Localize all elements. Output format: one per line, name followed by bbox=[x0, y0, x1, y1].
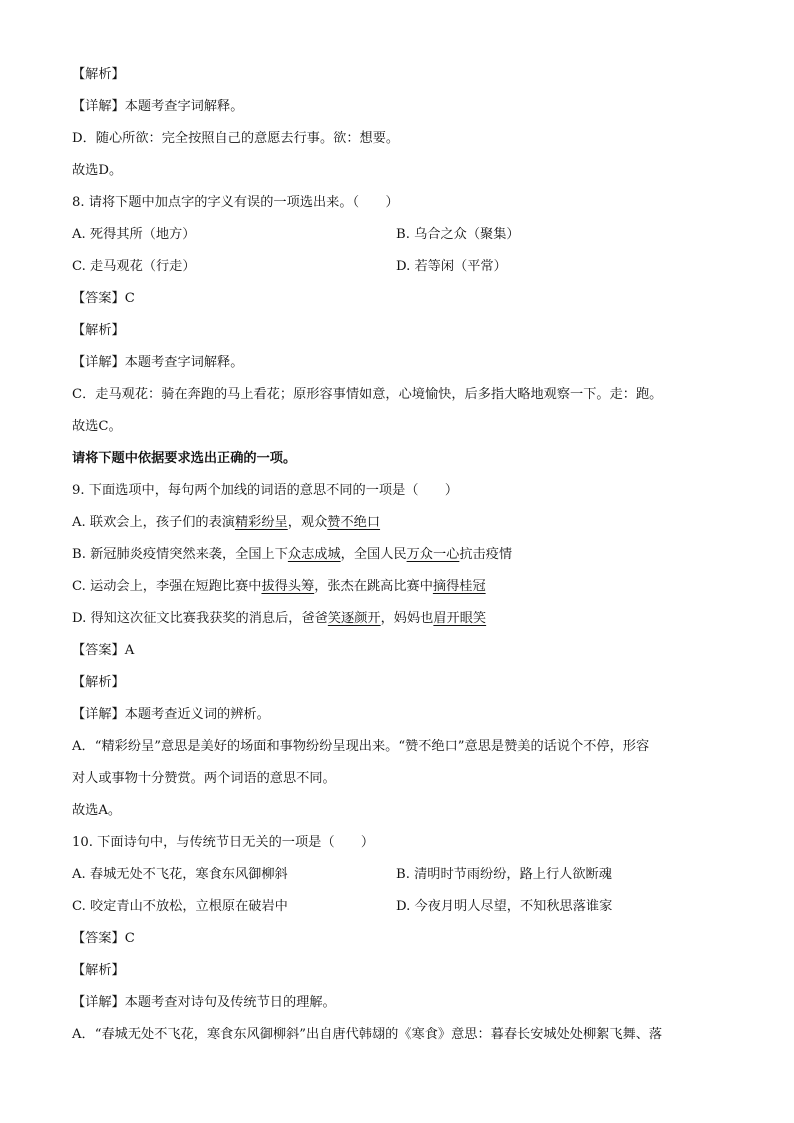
question-9-answer: 【答案】A bbox=[72, 643, 135, 658]
question-10-option-b: B. 清明时节雨纷纷，路上行人欲断魂 bbox=[396, 867, 612, 882]
question-8-option-c: C. 走马观花（行走） bbox=[72, 259, 196, 274]
underlined-phrase: 众志成城 bbox=[287, 547, 341, 562]
question-8-answer: 【答案】C bbox=[72, 291, 135, 306]
question-10-stem: 10. 下面诗句中，与传统节日无关的一项是（ ） bbox=[72, 835, 375, 850]
option-text: ，观众 bbox=[287, 515, 328, 530]
analysis-label: 【解析】 bbox=[72, 67, 125, 82]
option-text: ，妈妈也 bbox=[380, 611, 434, 626]
option-text: 抗击疫情 bbox=[459, 547, 513, 562]
underlined-phrase: 万众一心 bbox=[406, 547, 460, 562]
explanation-text: C．走马观花：骑在奔跑的马上看花；原形容事情如意，心境愉快，后多指大略地观察一下。走：跑。 bbox=[72, 387, 663, 402]
question-8-option-b: B. 乌合之众（聚集） bbox=[396, 227, 520, 242]
underlined-phrase: 赞不绝口 bbox=[327, 515, 381, 530]
underlined-phrase: 拔得头筹 bbox=[261, 579, 315, 594]
question-10-option-a: A. 春城无处不飞花，寒食东风御柳斜 bbox=[72, 867, 288, 882]
explanation-text: 对人或事物十分赞赏。两个词语的意思不同。 bbox=[72, 771, 336, 786]
question-9-option-c bbox=[72, 578, 486, 596]
question-8-option-d: D. 若等闲（平常） bbox=[396, 259, 507, 274]
explanation-text: D．随心所欲：完全按照自己的意愿去行事。欲：想要。 bbox=[72, 131, 400, 146]
option-text: D. 得知这次征文比赛我获奖的消息后，爸爸 bbox=[72, 611, 328, 626]
choice-text: 故选A。 bbox=[72, 803, 122, 818]
detail-text: 【详解】本题考查对诗句及传统节日的理解。 bbox=[72, 995, 336, 1010]
question-10-option-d: D. 今夜月明人尽望，不知秋思落谁家 bbox=[396, 899, 613, 914]
explanation-text: A．“春城无处不飞花，寒食东风御柳斜”出自唐代韩翃的《寒食》意思：暮春长安城处处柳絮飞舞、落 bbox=[72, 1027, 663, 1042]
question-9-option-d bbox=[72, 610, 486, 628]
question-9-option-b bbox=[72, 546, 512, 564]
explanation-text: A．“精彩纷呈”意思是美好的场面和事物纷纷呈现出来。“赞不绝口”意思是赞美的话说个不停，形容 bbox=[72, 739, 650, 754]
option-text: C. 运动会上，李强在短跑比赛中 bbox=[72, 579, 262, 594]
option-text: ，张杰在跳高比赛中 bbox=[314, 579, 433, 594]
analysis-label: 【解析】 bbox=[72, 675, 125, 690]
choice-text: 故选C。 bbox=[72, 419, 122, 434]
question-8-option-a: A. 死得其所（地方） bbox=[72, 227, 196, 242]
analysis-label: 【解析】 bbox=[72, 963, 125, 978]
question-10-answer: 【答案】C bbox=[72, 931, 135, 946]
option-text: B. 新冠肺炎疫情突然来袭，全国上下 bbox=[72, 547, 288, 562]
option-text: A. 联欢会上，孩子们的表演 bbox=[72, 515, 235, 530]
underlined-phrase: 眉开眼笑 bbox=[433, 611, 487, 626]
question-9-stem: 9. 下面选项中，每句两个加线的词语的意思不同的一项是（ ） bbox=[72, 483, 459, 498]
question-9-option-a bbox=[72, 514, 380, 532]
underlined-phrase: 摘得桂冠 bbox=[432, 579, 486, 594]
section-heading: 请将下题中依据要求选出正确的一项。 bbox=[72, 451, 297, 466]
analysis-label: 【解析】 bbox=[72, 323, 125, 338]
option-text: ，全国人民 bbox=[340, 547, 407, 562]
detail-text: 【详解】本题考查近义词的辨析。 bbox=[72, 707, 270, 722]
question-10-option-c: C. 咬定青山不放松，立根原在破岩中 bbox=[72, 899, 288, 914]
detail-text: 【详解】本题考查字词解释。 bbox=[72, 99, 244, 114]
underlined-phrase: 精彩纷呈 bbox=[234, 515, 288, 530]
question-8-stem: 8. 请将下题中加点字的字义有误的一项选出来。（ ） bbox=[72, 195, 399, 210]
choice-text: 故选D。 bbox=[72, 163, 123, 178]
detail-text: 【详解】本题考查字词解释。 bbox=[72, 355, 244, 370]
underlined-phrase: 笑逐颜开 bbox=[327, 611, 381, 626]
